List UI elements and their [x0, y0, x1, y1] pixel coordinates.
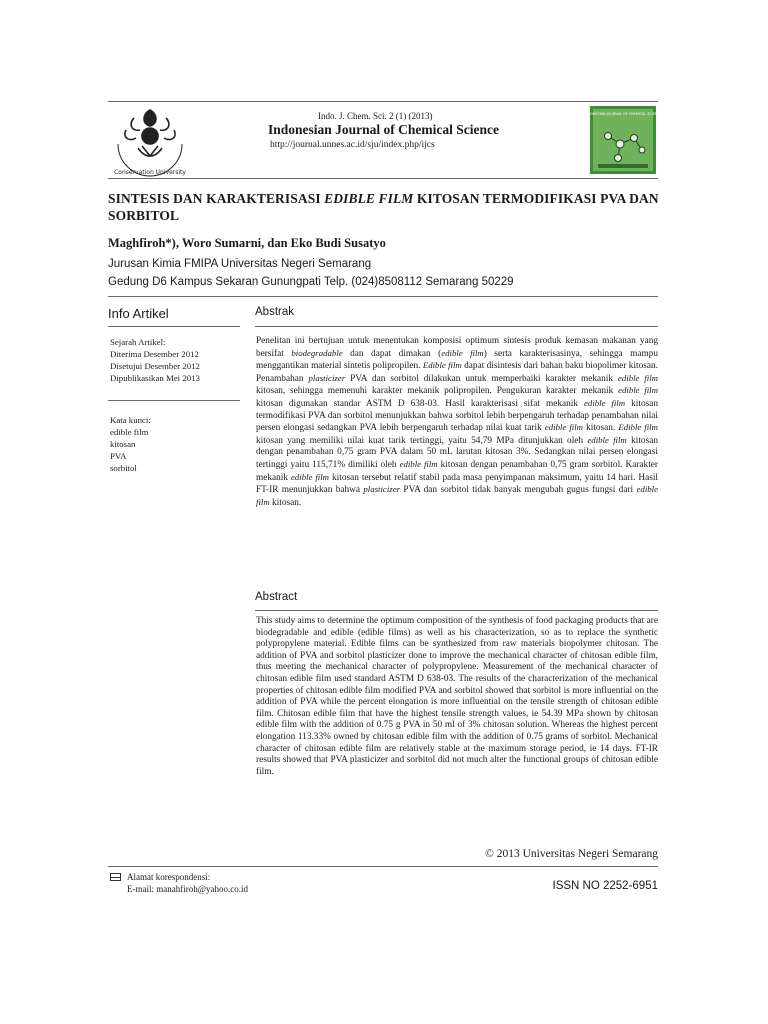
article-title: SINTESIS DAN KARAKTERISASI EDIBLE FILM KITOSAN TERMODIFIKASI PVA DAN SORBITOL [108, 191, 659, 223]
author-affiliation: Jurusan Kimia FMIPA Universitas Negeri Semarang Gedung D6 Kampus Sekaran Gunungpati Telp. (024)8508112 Semarang 50229 [108, 258, 514, 288]
article-history: Sejarah Artikel: Diterima Desember 2012 Disetujui Desember 2012 Dipublikasikan Mei 2013 [110, 337, 200, 383]
abstract-rule [255, 610, 658, 611]
info-rule [108, 326, 240, 327]
correspondence-email[interactable]: E-mail: manahfiroh@yahoo.co.id [127, 884, 249, 894]
abstract-text: This study aims to determine the optimum composition of the synthesis of food packaging products that are biodegradable and edible (edible films) as well as his characterization, so as to replace the synthetic polypropylene material. Edible films can be synthesized from raw materials biopolymer chitosan. The addition of PVA and sorbitol plasticizer done to improve the mechanical character of chitosan edible film, thus meeting the mechanical character of polypropylene. Measurement of the mechanical character of chitosan edible film used standard ASTM D 638-03. The results of the characterization of the mechanical properties of chitosan edible film modified PVA and sorbitol showed that sorbitol is more influential on the addition of PVA while the percent elongation is more influential on the tensile strength of chitosan edible film. Chitosan edible film that have the highest tensile strength values, ie 54.39 MPa shown by chitosan edible film with the addition of 0.75 g PVA in 50 ml of 3% chitosan solution. Whereas the highest percent elongation 113.33% owned by chitosan edible film with the addition of 0.75 grams of sorbitol. Mechanical character of chitosan edible film are relatively stable at the maximum storage period, ie 14 days. FT-IR results showed that PVA plasticizer and sorbitol did not much alter the functional groups of chitosan edible film. [256, 616, 658, 777]
article-authors: Maghfiroh*), Woro Sumarni, dan Eko Budi Susatyo [108, 236, 386, 250]
journal-citation: Indo. J. Chem. Sci. 2 (1) (2013) [318, 111, 433, 121]
copyright-notice: © 2013 Universitas Negeri Semarang [485, 848, 658, 860]
envelope-icon [110, 873, 121, 881]
abstrak-text: Penelitan ini bertujuan untuk menentukan komposisi optimum sintesis produk kemasan makanan yang bersifat biodegradable dan dapat dimakan (edible film) serta karakterisasinya, sehingga mampu menggantikan material sintetis polipropilen. Edible film dapat disintesis dari bahan baku biopolimer kitosan. Penambahan plasticizer PVA dan sorbitol dilakukan untuk memperbaiki karakter mekanik edible film kitosan, sehingga memenuhi karakter mekanik polipropilen. Pengukuran karakter mekanik edible film kitosan digunakan standar ASTM D 638-03. Hasil karakterisasi sifat mekanik edible film kitosan termodifikasi PVA dan sorbitol menunjukkan bahwa sorbitol lebih berpengaruh terhadap penambahan nilai persen elongasi sedangkan PVA lebih berpengaruh terhadap nilai kuat tarik edible film kitosan. Edible film kitosan yang memiliki nilai kuat tarik tertinggi, yaitu 54,79 MPa ditunjukkan oleh edible film kitosan dengan penambahan 0,75 gram PVA dalam 50 mL larutan kitosan 3%. Sedangkan nilai persen elongasi tertinggi yaitu 115,71% dimiliki oleh edible film kitosan dengan penambahan 0,75 gram sorbitol. Karakter mekanik edible film kitosan tersebut relatif stabil pada masa penyimpanan maksimum, yaitu 14 hari. Hasil FT-IR menunjukkan bahwa plasticizer PVA dan sorbitol tidak banyak mengubah gugus fungsi dari edible film kitosan. [256, 336, 659, 508]
keywords-list: Kata kunci: edible film kitosan PVA sorbitol [110, 415, 151, 473]
journal-cover-image [584, 106, 662, 174]
abstrak-rule [255, 326, 658, 327]
issn-number: ISSN NO 2252-6951 [552, 880, 658, 892]
journal-url[interactable]: http://journal.unnes.ac.id/sju/index.php/ijcs [270, 140, 435, 150]
correspondence: Alamat korespondensi: E-mail: manahfiroh@yahoo.co.id [110, 871, 248, 895]
header-bottom-rule [108, 178, 658, 179]
university-logo [112, 104, 188, 178]
abstract-heading: Abstract [255, 591, 298, 603]
header-top-rule [108, 101, 658, 102]
section-rule [108, 296, 658, 297]
article-info-heading: Info Artikel [108, 306, 169, 321]
journal-title: Indonesian Journal of Chemical Science [268, 122, 500, 137]
keywords-rule [108, 400, 240, 401]
abstrak-heading: Abstrak [255, 306, 294, 318]
svg-text:INDONESIAN JOURNAL OF CHEMICAL: INDONESIAN JOURNAL OF CHEMICAL SCIENCE [584, 112, 662, 116]
svg-text:Conservation University: Conservation University [114, 169, 186, 176]
footer-rule [108, 866, 658, 867]
